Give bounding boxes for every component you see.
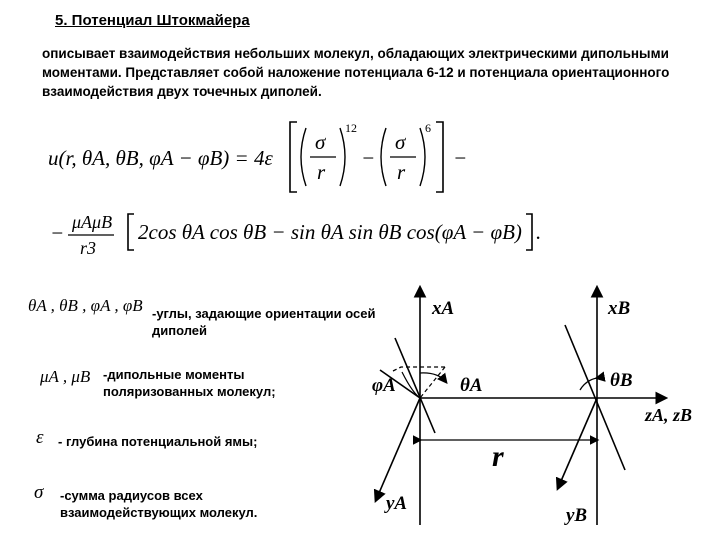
page-title: 5. Потенциал Штокмайера (55, 12, 250, 29)
minus-sign: − (361, 146, 376, 170)
trailing-minus: − (453, 146, 468, 170)
label-zA-zB: zA, zB (645, 405, 693, 425)
dipole-denominator: r3 (80, 238, 97, 258)
legend-text-dipoles: -дипольные моменты поляризованных молекул; (103, 367, 276, 399)
lj-sigma-1: σ (315, 130, 326, 154)
label-xA: xA (432, 298, 455, 319)
legend-symbol-sigma: σ (34, 482, 44, 503)
lj-r-2: r (397, 160, 406, 184)
formula-end: . (536, 220, 542, 244)
legend-symbol-dipoles: μA , μB (40, 367, 91, 386)
exp-6: 6 (425, 121, 431, 135)
label-thetaA: θA (460, 375, 483, 396)
exp-12: 12 (345, 121, 357, 135)
intro-paragraph: описывает взаимодействия небольших молекул, обладающих электрическими дипольными моментами. Представляет собой наложение потенциала 6-12 и потенциала ориентационного взаимодействия двух точечных диполей. (42, 46, 670, 99)
dipole-numerator: μAμB (72, 212, 113, 232)
label-yA: yA (386, 493, 408, 514)
legend-symbol-epsilon: ε (36, 427, 44, 448)
lj-r-1: r (317, 160, 326, 184)
label-yB: yB (566, 505, 588, 526)
dipole-prefix: − (50, 221, 65, 245)
legend-text-sigma: -сумма радиусов всех взаимодействующих молекул. (60, 488, 258, 520)
lj-sigma-2: σ (395, 130, 406, 154)
legend-text-angles: -углы, задающие ориентации осей диполей (152, 306, 376, 338)
label-thetaB: θB (610, 370, 633, 391)
legend-text-epsilon: - глубина потенциальной ямы; (58, 434, 258, 449)
bracket-body: 2cos θA cos θB − sin θA sin θB cos(φA − φB) (138, 220, 522, 244)
formula-lhs: u(r, θA, θB, φA − φB) = 4ε (48, 146, 273, 170)
label-xB: xB (608, 298, 631, 319)
legend-symbol-angles: θA , θB , φA , φB (28, 296, 143, 315)
label-phiA: φA (372, 375, 396, 396)
label-r: r (492, 440, 504, 473)
